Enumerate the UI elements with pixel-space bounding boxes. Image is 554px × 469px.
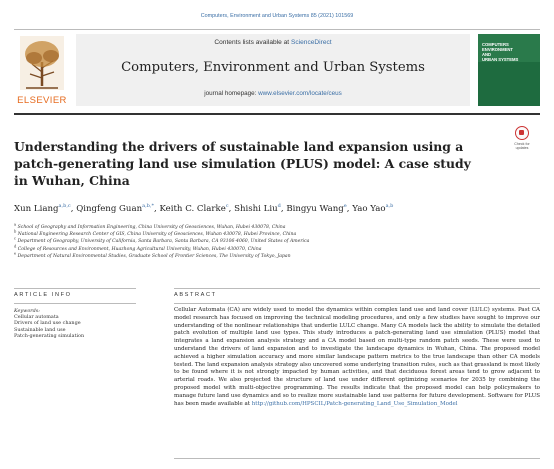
author-name[interactable]: Shishi Liu bbox=[234, 204, 278, 214]
affiliation-text: Department of Natural Environmental Studies, Graduate School of Frontier Sciences, The University of Tokyo, Japan bbox=[17, 253, 291, 259]
affiliation-text: Department of Geography, University of California, Santa Barbara, Santa Barbara, CA 93106-4060, United States of America bbox=[17, 239, 310, 245]
affiliation-marker: d bbox=[14, 244, 17, 249]
author-affiliation-marker[interactable]: a,b,* bbox=[142, 203, 154, 210]
keyword-item: Drivers of land use change bbox=[14, 320, 81, 327]
author-affiliation-marker[interactable]: a,b,c bbox=[58, 203, 71, 210]
author-affiliation-marker[interactable]: e bbox=[343, 203, 347, 210]
bottom-divider bbox=[174, 458, 540, 459]
affiliation-item bbox=[14, 224, 540, 231]
sciencedirect-link[interactable]: ScienceDirect bbox=[290, 39, 332, 46]
journal-reference[interactable]: Computers, Environment and Urban Systems 85 (2021) 101569 bbox=[200, 13, 354, 19]
journal-title: Computers, Environment and Urban Systems bbox=[121, 60, 425, 75]
homepage-line bbox=[76, 90, 470, 97]
affiliation-marker: c bbox=[14, 236, 17, 241]
abstract-divider bbox=[174, 303, 540, 304]
abstract-body: Cellular Automata (CA) are widely used to model the dynamics within complex land use and land cover (LULC) systems. Past CA model research has focused on improving the technical modeling procedures, and only a few studies have sought to improve our understanding of the nonlinear relationships that underlie LULC change. Many CA models lack the ability to simulate the detailed patch evolution of multiple land use types. This study introduces a patch-generating land use simulation (PLUS) model that integrates a land expansion analysis strategy and a CA model based on multi-type random patch seeds. These were used to understand the drivers of land expansion and to investigate the landscape dynamics in Wuhan, China. The proposed model achieved a higher simulation accuracy and more similar landscape pattern metrics to the true landscape than other CA models tested. The land expansion analysis strategy also uncovered some underlying transition rules, such as that grassland is most likely to be found where it is not strongly impacted by human activities, and that deciduous forest areas tend to grow adjacent to arterial roads. We also projected the structure of land use under different optimizing scenarios for 2035 by combining the proposed model with multi-objective programming. The results indicate that the proposed model can help policymakers to manage future land use dynamics and so to realize more sustainable land use patterns for future development. Software for PLUS has been made available at bbox=[174, 307, 540, 407]
author-affiliation-marker[interactable]: a,b bbox=[385, 203, 394, 210]
author-name[interactable]: Qingfeng Guan bbox=[76, 204, 143, 214]
affiliation-marker: e bbox=[14, 251, 17, 256]
affiliation-text: College of Resources and Environment, Huazhong Agricultural University, Wuhan, Hubei 430070, China bbox=[17, 246, 262, 252]
contents-line bbox=[76, 39, 470, 46]
homepage-link[interactable]: www.elsevier.com/locate/ceus bbox=[258, 90, 342, 97]
software-link[interactable]: http://github.com/HPSCIL/Patch-generating_Land_Use_Simulation_Model bbox=[251, 400, 458, 407]
article-info-divider bbox=[14, 288, 136, 289]
author-affiliation-marker[interactable]: c bbox=[225, 203, 229, 210]
article-info-heading: ARTICLE INFO bbox=[14, 292, 72, 298]
affiliation-list bbox=[14, 224, 540, 260]
keyword-item: Patch-generating simulation bbox=[14, 333, 85, 340]
keyword-item: Cellular automata bbox=[14, 314, 59, 320]
author-name[interactable]: Yao Yao bbox=[352, 204, 386, 214]
abstract-heading: ABSTRACT bbox=[174, 292, 217, 298]
elsevier-logo[interactable] bbox=[14, 36, 70, 106]
check-for-updates-badge[interactable] bbox=[510, 126, 534, 154]
contents-prefix: Contents lists available at bbox=[214, 39, 291, 46]
affiliation-item bbox=[14, 253, 540, 260]
keywords-list bbox=[14, 314, 154, 340]
author-list: Xun Liang$^{a,b,c}$, Qingfeng Guan$^{a,b,*}$, Keith C. Clarke$^c$, Shishi Liu$^d$, Bingyu Wang$^e$, Yao Yao$^{a,b}$ bbox=[14, 203, 394, 214]
cover-title: COMPUTERS ENVIRONMENT AND URBAN SYSTEMS bbox=[482, 42, 519, 62]
check-updates-label: Check for updates bbox=[514, 142, 530, 150]
elsevier-tree-icon bbox=[20, 36, 64, 90]
keywords-label: Keywords: bbox=[14, 308, 40, 314]
check-updates-icon bbox=[515, 126, 529, 140]
journal-cover[interactable] bbox=[478, 34, 540, 106]
article-info-divider bbox=[14, 303, 136, 304]
affiliation-text: School of Geography and Information Engineering, China University of Geosciences, Wuhan, Hubei 430078, China bbox=[17, 225, 286, 230]
journal-header bbox=[76, 34, 470, 106]
affiliation-item bbox=[14, 238, 540, 245]
top-divider bbox=[14, 29, 540, 30]
affiliation-item bbox=[14, 231, 540, 238]
author-name[interactable]: Keith C. Clarke bbox=[159, 204, 226, 214]
abstract-text bbox=[174, 307, 540, 408]
abstract-divider bbox=[174, 288, 540, 289]
author-affiliation-marker[interactable]: d bbox=[277, 203, 281, 210]
author-name[interactable]: Xun Liang bbox=[14, 204, 59, 214]
affiliation-marker: a bbox=[14, 222, 17, 227]
article-title: Understanding the drivers of sustainable land expansion using a patch-generating land use simulation (PLUS) model: A case study in Wuhan, China bbox=[14, 139, 471, 188]
keyword-item: Sustainable land use bbox=[14, 326, 66, 333]
affiliation-marker: b bbox=[14, 229, 17, 234]
cover-band bbox=[478, 62, 540, 106]
homepage-prefix: journal homepage: bbox=[204, 90, 259, 97]
header-divider bbox=[14, 113, 540, 115]
author-name[interactable]: Bingyu Wang bbox=[286, 204, 344, 214]
publisher-name: ELSEVIER bbox=[17, 95, 67, 106]
affiliation-text: National Engineering Research Center of GIS, China University of Geosciences, Wuhan 430078, Hubei Province, China bbox=[17, 232, 297, 238]
